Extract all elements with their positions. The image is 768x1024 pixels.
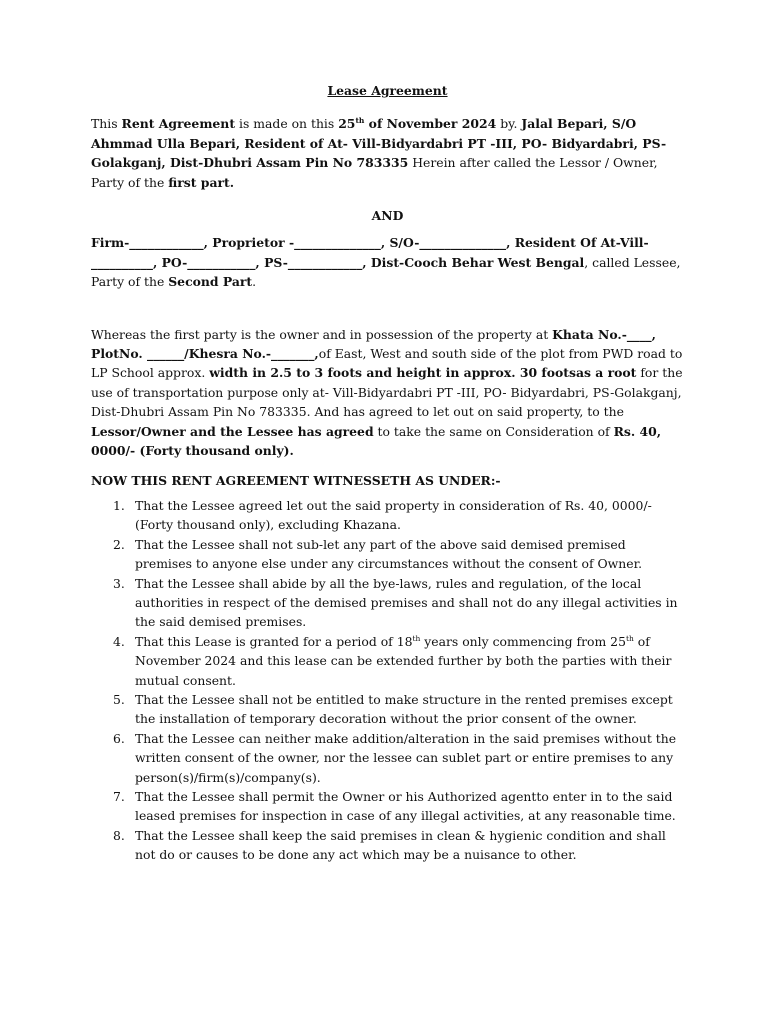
clause-number: 2. [113,536,125,552]
clause-item [91,632,684,690]
whereas-paragraph [91,325,684,461]
clause-item [91,787,684,826]
clause-item [91,496,684,535]
clause-text-b: years only commencing from 25 [420,633,626,649]
clause-text: That the Lessee can neither make addition/alteration in the said premises without the written consent of the owner, nor the lessee can sublet part or entire premises to any person(s)/firm(s)/company(s). [135,730,677,785]
intro-date [338,116,496,131]
intro-date-day: 25 [338,116,356,132]
clause-item [91,729,684,787]
intro-text-3: by. [496,116,522,132]
and-separator: AND [371,208,404,224]
clause-item [91,574,684,632]
clause-item [91,535,684,574]
intro-paragraph [91,114,684,192]
clause-number: 8. [113,827,125,843]
clause-text: That the Lessee shall not sub-let any part of the above said demised premised premises to anyone else under any circumstances without the consent of Owner. [135,536,643,572]
intro-text-1: This [91,116,122,132]
intro-date-rest: of November 2024 [364,116,497,132]
intro-text-4: Herein after called the Lessor / Owner, Party of the [91,155,658,190]
clause-number: 3. [113,575,125,591]
document-title: Lease Agreement [327,83,448,98]
clause-text: That the Lessee shall permit the Owner or his Authorized agentto enter in to the said leased premises for inspection in case of any illegal activities, at any reasonable time. [135,789,676,824]
lessee-details: Firm-____________, Proprietor -______________, S/O-______________, Resident Of At-Vill-__________, PO-___________, PS-____________, Dist-Cooch Behar West Bengal [91,235,649,270]
clause-sup-a: th [412,633,421,643]
clause-sup-b: th [625,633,634,643]
clause-item [91,690,684,729]
intro-first-part: first part. [168,174,235,190]
whereas-khata: Khata No.-____, PlotNo. ______/Khesra No.-_______, [91,326,656,362]
clause-text: That the Lessee shall abide by all the bye-laws, rules and regulation, of the local authorities in respect of the demised premises and shall not do any illegal activities in the said demised premises. [135,575,678,630]
intro-bold-1: Rent Agreement [121,116,236,132]
lessee-text-1: , called Lessee, Party of the [91,254,681,290]
whereas-consideration: Rs. 40, 0000/- (Forty thousand only). [91,423,662,459]
clause-number: 6. [113,730,125,746]
clause-text-c: of November 2024 and this lease can be extended further by both the parties with their mutual consent. [135,633,672,688]
clause-text-a: That this Lease is granted for a period of 18 [135,633,413,649]
clause-text: That the Lessee shall keep the said premises in clean & hygienic condition and shall not do or causes to be done any act which may be a nuisance to other. [135,827,666,863]
clause-item [91,826,684,865]
clause-list [91,496,684,865]
intro-date-sup: th [355,116,365,126]
intro-lessor-details: Jalal Bepari, S/O Ahmmad Ulla Bepari, Resident of At- Vill-Bidyardabri PT -III, PO- Bidyardabri, PS-Golakganj, Dist-Dhubri Assam Pin No 783335 [91,116,667,171]
spacer [91,292,684,325]
lessee-paragraph [91,233,684,291]
clause-text: That the Lessee shall not be entitled to make structure in the rented premises except the installation of temporary decoration without the prior consent of the owner. [135,691,673,727]
clause-number: 7. [113,789,125,804]
whereas-text-3: for the use of transportation purpose only at- Vill-Bidyardabri PT -III, PO- Bidyardabri, PS-Golakganj, Dist-Dhubri Assam Pin No 783335. And has agreed to let out on said property, to the [91,365,683,420]
lessee-text-2: . [252,274,257,290]
intro-text-2: is made on this [235,116,339,132]
clause-number: 5. [113,691,125,707]
clause-number: 1. [113,497,125,513]
whereas-text-1: Whereas the first party is the owner and in possession of the property at [91,326,553,342]
whereas-parties: Lessor/Owner and the Lessee has agreed [91,423,374,439]
whereas-dimensions: width in 2.5 to 3 foots and height in approx. 30 footsas a root [209,365,637,381]
whereas-text-4: to take the same on Consideration of [373,423,614,439]
lessee-second-part: Second Part [168,274,253,290]
witness-heading: NOW THIS RENT AGREEMENT WITNESSETH AS UNDER:- [91,472,501,488]
clause-text: That the Lessee agreed let out the said property in consideration of Rs. 40, 0000/- (Forty thousand only), excluding Khazana. [135,497,652,533]
clause-number: 4. [113,633,125,649]
whereas-text-2: of East, West and south side of the plot from PWD road to LP School approx. [91,346,683,381]
